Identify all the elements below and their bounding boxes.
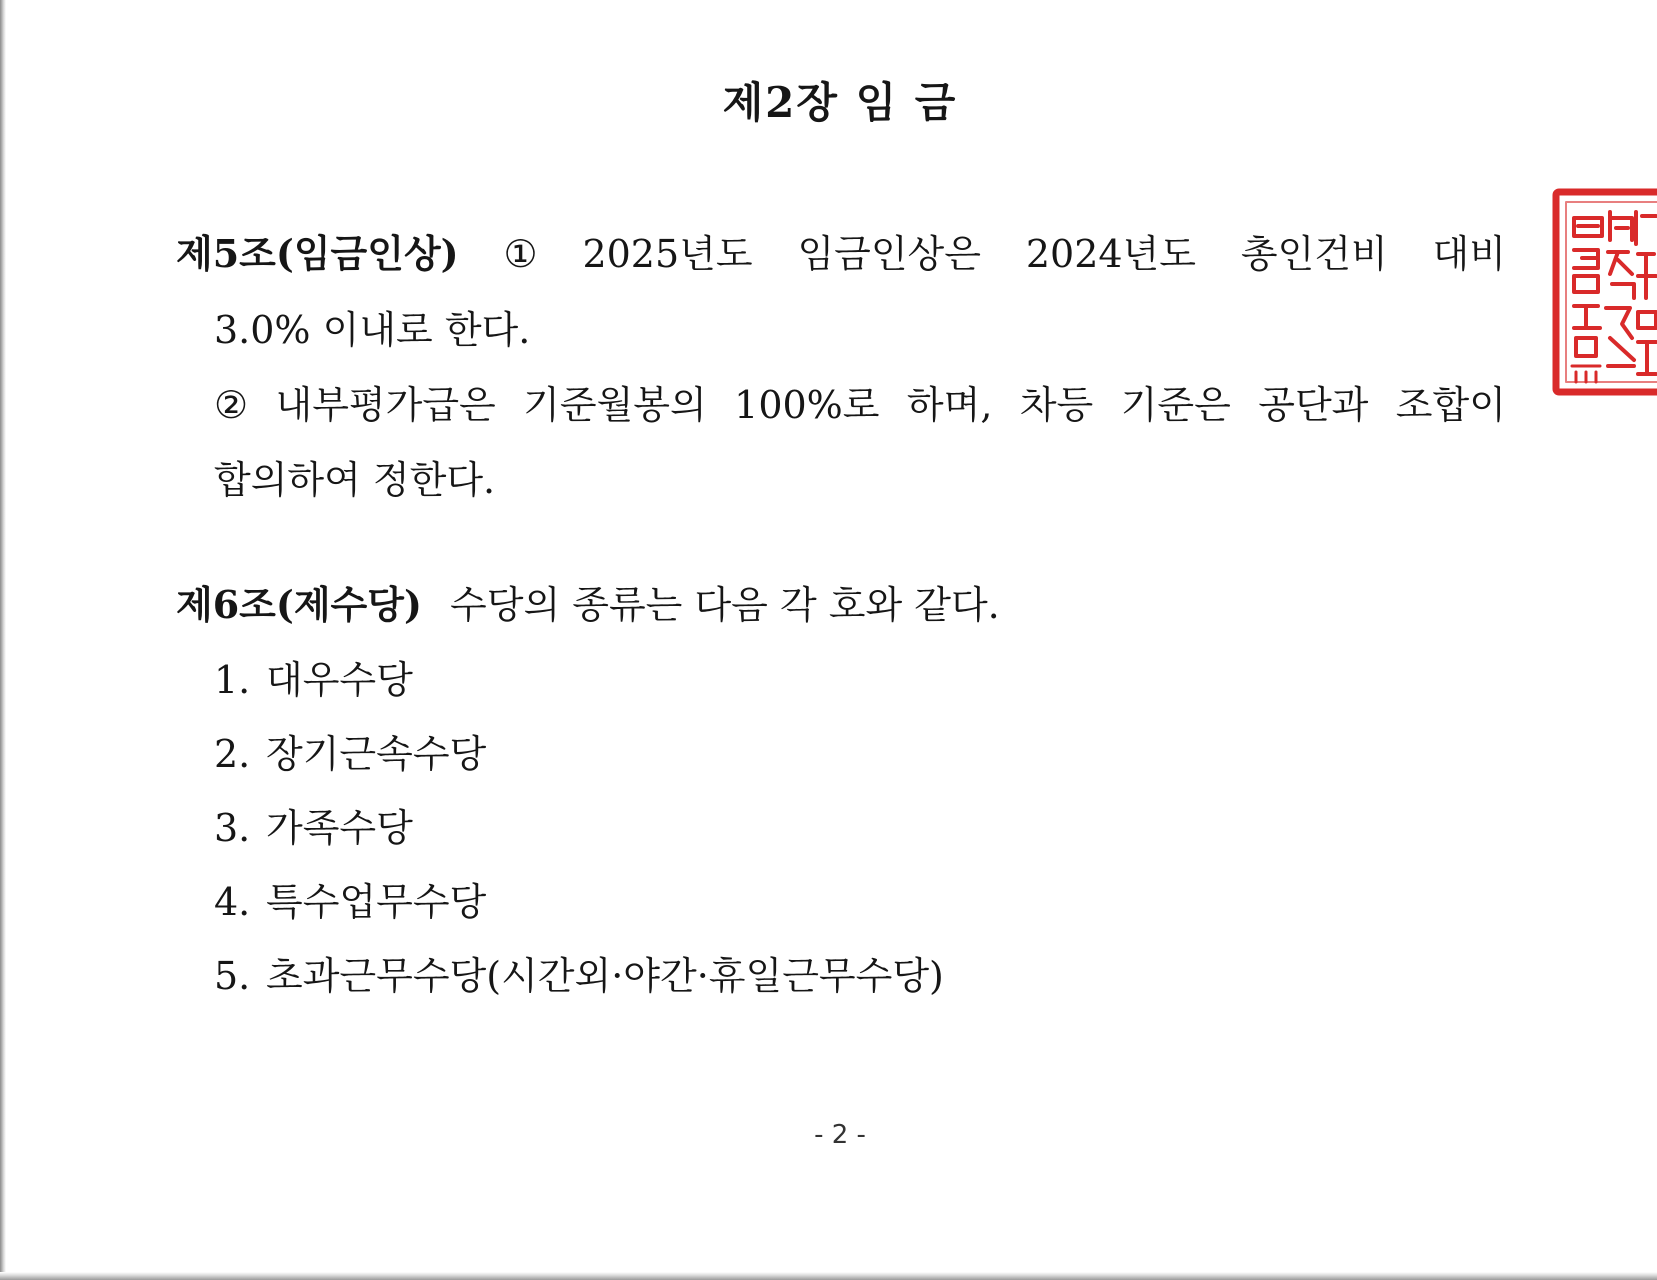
article6-intro: 수당의 종류는 다음 각 호와 같다. bbox=[450, 583, 1000, 627]
article6-heading: 제6조(제수당) bbox=[176, 582, 422, 627]
article5-word: 2025년도 bbox=[582, 232, 753, 276]
list-item-number: 1. bbox=[214, 658, 251, 702]
article5-word: 임금인상은 bbox=[797, 232, 981, 276]
list-item-text: 특수업무수당 bbox=[266, 880, 487, 924]
article6-line bbox=[176, 577, 1000, 633]
list-item bbox=[214, 874, 486, 930]
list-item bbox=[214, 800, 413, 856]
list-item-text: 가족수당 bbox=[266, 806, 413, 850]
list-item bbox=[214, 652, 413, 708]
article5-word: ② bbox=[214, 383, 249, 427]
article5-word: 하며, bbox=[906, 383, 993, 427]
article5-para2-line1 bbox=[214, 377, 1506, 433]
list-item bbox=[214, 726, 486, 782]
article5-word: 100%로 bbox=[734, 383, 880, 427]
list-item-number: 5. bbox=[214, 954, 251, 998]
scan-edge-bottom bbox=[0, 1272, 1657, 1280]
article5-word: 조합이 bbox=[1395, 383, 1506, 427]
article5-word: 공단과 bbox=[1258, 383, 1369, 427]
list-item-number: 3. bbox=[214, 806, 251, 850]
scan-edge-left bbox=[0, 0, 6, 1280]
article5-word: ① bbox=[503, 232, 538, 276]
list-item-text: 대우수당 bbox=[266, 658, 413, 702]
chapter-title: 제2장 임 금 bbox=[722, 78, 958, 127]
article5-heading: 제5조(임금인상) bbox=[176, 231, 459, 276]
page-number: - 2 - bbox=[814, 1120, 866, 1150]
article5-word: 총인건비 bbox=[1240, 232, 1388, 276]
article5-word: 2024년도 bbox=[1025, 232, 1196, 276]
list-item-number: 4. bbox=[214, 880, 251, 924]
article5-line1 bbox=[176, 226, 1506, 282]
seal-stamp bbox=[1552, 188, 1657, 398]
list-item-text: 장기근속수당 bbox=[266, 732, 487, 776]
list-item-text: 초과근무수당(시간외·야간·휴일근무수당) bbox=[266, 954, 944, 998]
article5-word: 차등 bbox=[1019, 383, 1094, 427]
article5-word: 기준월봉의 bbox=[523, 383, 707, 427]
list-item-number: 2. bbox=[214, 732, 251, 776]
article5-word: 기준은 bbox=[1120, 383, 1231, 427]
list-item bbox=[214, 948, 944, 1004]
article5-word: 대비 bbox=[1432, 232, 1506, 276]
article5-para2-line2: 합의하여 정한다. bbox=[214, 458, 496, 502]
article5-word: 내부평가급은 bbox=[275, 383, 496, 427]
article5-para1-line2: 3.0% 이내로 한다. bbox=[214, 308, 531, 352]
